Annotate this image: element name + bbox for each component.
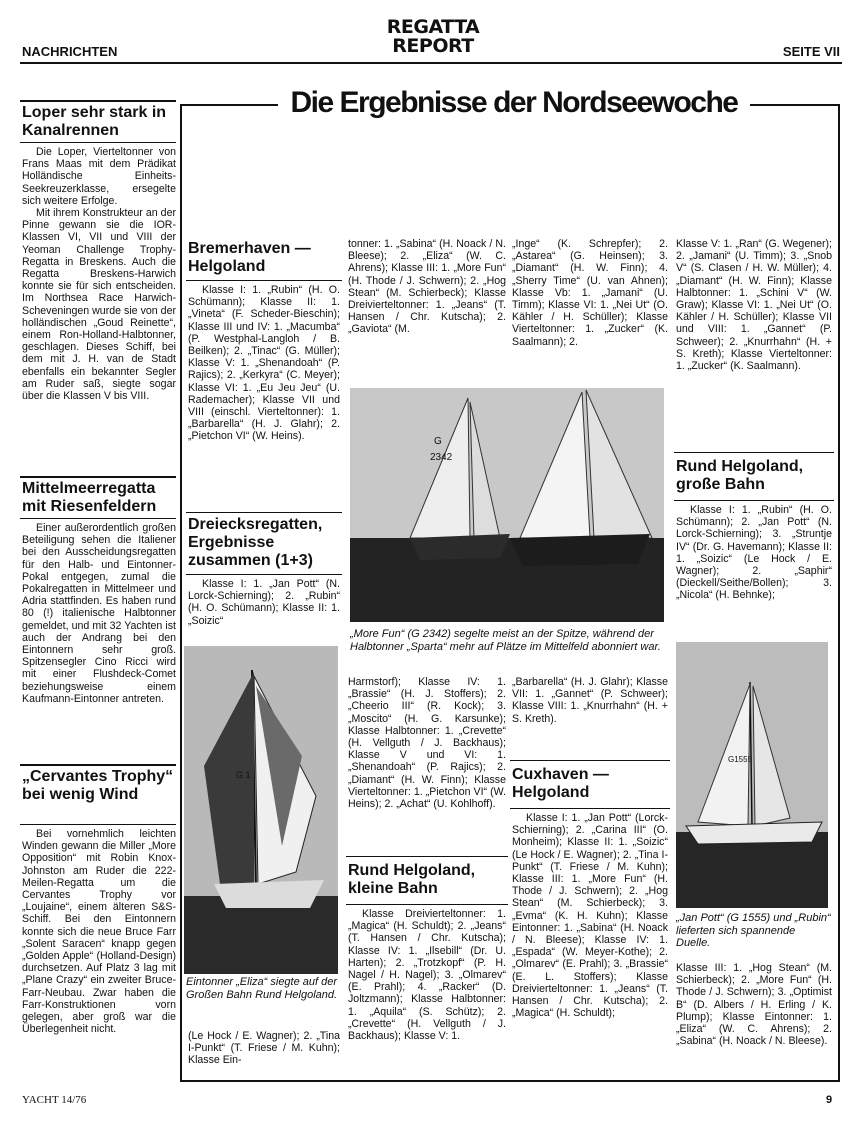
logo-line-2: REPORT [392,35,474,57]
col3-bottom-body [512,812,668,1074]
col3-mid-text: „Barbarella“ (H. J. Glahr); Klasse VII: 1. „Gannet“ (P. Schweer); Klasse VIII: 1. „Knurrhahn“ (H. + S. Kreth). [512,676,668,725]
col1-mid-text: Klasse I: 1. „Jan Pott“ (N. Lorck-Schierning); 2. „Rubin“ (H. O. Schümann); Klasse II: 1. „Soizic“ [188,578,340,627]
article-3-p1: Bei vornehmlich leichten Winden gewann die Miller „More Opposition“ mit Robin Knox-Johnston am Ruder die 222-Meilen-Regatta um die Cervantes Trophy vor „Loujaine“, einem älteren S&S-Schiff. Bei den Eintonnern konnte sich die neue Bruce Farr „Solent Saracen“ knapp gegen „Golden Apple“ (Holland-Design) durchsetzen. Auf Platz 3 lag mit „Plane Crazy“ ein zweiter Bruce-Farr-Neubau. Zwar haben die Farr-Konstruktionen vorn gelegen, aber groß war die Überlegenheit nicht. [22,828,176,1036]
article-2-rule [20,476,176,478]
col4-title2: Rund Helgoland, große Bahn [676,458,804,493]
photo-more-fun-caption: „More Fun“ (G 2342) segelte meist an der Spitze, während der Halbtonner „Sparta“ mehr auf Plätze im Mittelfeld abonniert war. [350,628,661,653]
col4-top-body [676,238,832,434]
col1-title2-rule [186,574,342,575]
article-3-title-rule [20,824,176,825]
sailboats-more-fun-image [350,388,664,622]
col3-bottom-text: Klasse I: 1. „Jan Pott“ (Lorck-Schierning); 2. „Carina III“ (O. Monheim); Klasse II: 1. „Soizic“ (Le Hock / E. Wagner); 2. „Tina I-Punkt“ (T. Friese / M. Kuhn); Klasse III: 1. „More Fun“ (H. Thode / J. Schwern); 2. „Hog Stean“ (M. Schierbeck); 3. „Evma“ (K. H. Kuhn); Klasse Eintonner: 1. „Sabina“ (H. Noack / N. Bleese); Klasse IV: 1. „Espada“ (W. Meyer-Kothe); 2. „Olmarev“ (E. Prahl); 3. „Brassie“ (E. L. Stoffers); Klasse Dreivierteltonner: 1. „Jeans“ (T. Hansen / Chr. Kutscha); 2. „Magica“ (H. Schuldt); [512,812,668,1020]
photo-more-fun [350,388,664,622]
col4-top-text: Klasse V: 1. „Ran“ (G. Wegener); 2. „Jamani“ (U. Timm); 3. „Snob V“ (S. Clasen / H. W. Müller); 4. „Diamant“ (H. W. Finn); Klasse Halbtonner: 1. „Schini V“ (W. Graw); Klasse VI: 1. „Nei Ut“ (O. Kähler / H. Schüller); Klasse VII und VIII: 1. „Gannet“ (P. Schweer); 2. „Knurrhahn“ (H. + S. Kreth); Klasse Vierteltonner: 1. „Zucker“ (K. Saalmann). [676,238,832,373]
article-1-p1: Die Loper, Vierteltonner von Frans Maas mit dem Prädikat Holländische Einheits-Seekreuzerklasse, ersegelte sich weitere Erfolge. [22,146,176,207]
col2-bottom-body [348,908,506,1074]
col1-title: Bremerhaven — Helgoland [188,240,311,275]
col1-bottom-body [188,1030,340,1074]
col1-bottom-text: (Le Hock / E. Wagner); 2. „Tina I-Punkt“ (T. Friese / M. Kuhn); Klasse Ein- [188,1030,340,1067]
svg-text:G: G [434,436,442,447]
article-2-body [22,522,176,760]
col2-bottom-text: Klasse Dreivierteltonner: 1. „Magica“ (H. Schuldt); 2. „Jeans“ (T. Hansen / Chr. Kutscha); Klasse IV: 1. „Ilsebill“ (Dr. U. Harten); 2. „Trotzkopf“ (P. H. Nagel / H. Nagel); 3. „Olmarev“ (E. Prahl); 4. „Racker“ (D. Joltzmann); Klasse Halbtonner: 1. „Aquila“ (S. Schütz); 2. „Crevette“ (H. Vellguth / J. Backhaus); Klasse V: 1. [348,908,506,1043]
sidebar-top-rule [20,100,176,102]
col4-title2-rule [674,500,834,501]
article-1-title: Loper sehr stark in Kanalrennen [22,104,167,139]
sailboat-jan-pott-image [676,642,828,908]
logo-line-1: REGATTA [386,16,480,38]
col3-mid-body [512,676,668,738]
col3-top-text: „Inge“ (K. Schrepfer); 2. „Astarea“ (G. Heinsen); 3. „Diamant“ (H. W. Finn); 4. „Sherry Time“ (U. van Ahnen); Klasse Vb: 1. „Jamani“ (U. Timm); Klasse VI: 1. „Nei Ut“ (O. Kähler / H. Schüller); Klasse Vierteltonner: 1. „Zucker“ (K. Saalmann); 2. [512,238,668,348]
article-1-title-rule [20,142,176,143]
col2-top-text: tonner: 1. „Sabina“ (H. Noack / N. Bleese); 2. „Eliza“ (W. C. Ahrens); Klasse III: 1. „More Fun“ (H. Thode / J. Schwern); 2. „Hog Stean“ (M. Schierbeck); Klasse Dreivierteltonner: 1. „Jeans“ (T. Hansen / Chr. Kutscha); 2. „Gaviota“ (M. [348,238,506,336]
article-2-title-rule [20,518,176,519]
col4-mid-body [676,504,832,628]
col2-title: Rund Helgoland, kleine Bahn [348,862,476,897]
article-3-rule [20,764,176,766]
col4-bottom-body [676,962,832,1074]
col1-mid-body [188,578,340,628]
col2-title-rule [346,904,508,905]
col3-top-body [512,238,668,368]
col4-bottom-text: Klasse III: 1. „Hog Stean“ (M. Schierbeck); 2. „More Fun“ (H. Thode / J. Schwern); 3. „Optimist B“ (D. Albers / H. Erling / K. Plump); Klasse Eintonner: 1. „Eliza“ (W. C. Ahrens); 2. „Sabina“ (H. Noack / N. Bleese). [676,962,832,1048]
col2-mid-text: Harmstorf); Klasse IV: 1. „Brassie“ (H. J. Stoffers); 2. „Cheerio III“ (R. Kock); 3. „Moscito“ (H. G. Karsunke); Klasse Halbtonner: 1. „Crevette“ (H. Vellguth / J. Backhaus); Klasse V und VI: 1. „Shenandoah“ (P. Rajics); 2. „Diamant“ (H. W. Finn); Klasse Vierteltonner: 1. „Pietchon VI“ (W. Heins); 2. „Achat“ (U. Kohlhoff). [348,676,506,811]
svg-text:G1555: G1555 [728,755,753,764]
col3-title-rule [510,808,670,809]
col1-title2-rule-top [186,512,342,513]
photo-jan-pott [676,642,828,908]
header-rule [20,62,842,64]
col4-mid-text: Klasse I: 1. „Rubin“ (H. O. Schümann); 2. „Jan Pott“ (N. Lorck-Schierning); 3. „Struntje IV“ (Dr. G. Havemann); Klasse II: 1. „Soizic“ (Le Hock / E. Wagner); 2. „Saphir“ (Dieckell/Seithe/Bollen); 3. „Nicola“ (H. Behnke); [676,504,832,602]
page-number: 9 [826,1094,833,1106]
col3-title-rule-top [510,760,670,761]
col1-title2: Dreiecksregatten, Ergebnisse zusammen (1+3) [188,516,323,569]
photo-eliza [184,646,338,974]
svg-text:G 1: G 1 [236,770,251,780]
col1-title-rule [186,280,342,281]
col4-title2-rule-top [674,452,834,453]
col3-title: Cuxhaven — Helgoland [512,766,609,801]
photo-eliza-caption: Eintonner „Eliza“ siegte auf der Großen Bahn Rund Helgoland. [186,976,338,1001]
article-2-title: Mittelmeerregatta mit Riesenfeldern [22,480,157,515]
page-label: SEITE VII [782,44,840,59]
issue-label: YACHT 14/76 [22,1094,87,1106]
col2-top-body [348,238,506,368]
photo-jan-pott-caption: „Jan Pott“ (G 1555) und „Rubin“ lieferten sich spannende Duelle. [676,912,831,949]
col1-text: Klasse I: 1. „Rubin“ (H. O. Schümann); Klasse II: 1. „Vineta“ (F. Scheder-Bieschin); Klasse III und IV: 1. „Macumba“ (P. Westphal-Langloh / B. Beilken); 2. „Tinac“ (G. Müller); Klasse V: 1. „Shenandoah“ (P. Rajics); 2. „Kerkyra“ (C. Meyer); Klasse VI: 1. „Eu Jeu Jeu“ (U. Rademacher); Klasse VII und VIII (einschl. Vierteltonner): 1. „Barbarella“ (H. J. Glahr); 2. „Pietchon VI“ (W. Heins). [188,284,340,443]
col2-mid-body [348,676,506,848]
article-1-p2: Mit ihrem Konstrukteur an der Pinne gewann sie die IOR-Klassen VI, VII und VIII der Yeoman Challenge Trophy-Regatta in Breskens. Auch die Regatta Breskens-Harwich konnte sie für sich entscheiden. Im Northsea Race Harwich-Scheveningen wurde sie von der holländischen „Goud Reinette“, einem Ron-Holland-Halbtonner, geschlagen. Dieses Schiff, bei dem mit J. H. van de Stadt ebenfalls ein bekannter Segler am Ruder saß, siegte sogar über die Klassen V bis VIII. [22,207,176,403]
regatta-report-logo [378,18,488,56]
col1-body [188,284,340,508]
article-3-title: „Cervantes Trophy“ bei wenig Wind [22,768,174,803]
article-3-body [22,828,176,1078]
svg-text:2342: 2342 [430,452,453,463]
section-label: NACHRICHTEN [22,44,118,59]
main-title: Die Ergebnisse der Nordseewoche [278,86,750,120]
article-1-body [22,146,176,472]
sailboat-eliza-image [184,646,338,974]
article-2-p1: Einer außerordentlich großen Beteiligung sehen die Italiener bei den Ausscheidungsregatten für den Halb- und Eintonner-Pokal entgegen, zumal die Pokalregatten in Mittelmeer und Adria stattfinden. Es haben rund 80 (!) italienische Halbtonner gemeldet, und mit 32 Yachten ist auch der Andrang bei den Eintonnern sehr groß. Spitzensegler Cino Ricci wird mit einer Flushdeck-Comet beziehungsweise einem Kaufmann-Eintonner antreten. [22,522,176,705]
col2-title-rule-top [346,856,508,857]
